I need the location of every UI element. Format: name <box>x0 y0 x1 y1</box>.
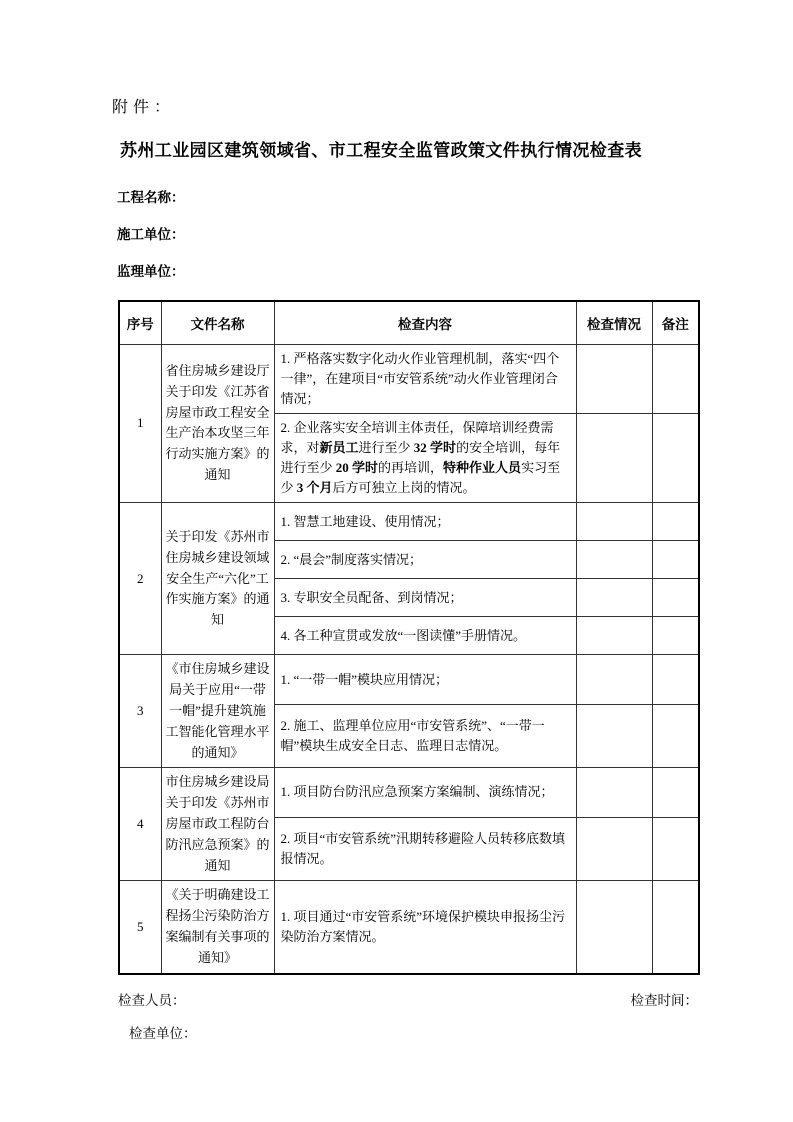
content-run: 的再培训， <box>378 460 444 476</box>
document-name-cell: 市住房城乡建设局关于印发《苏州市房屋市政工程防台防汛应急预案》的通知 <box>161 768 274 881</box>
remark-cell <box>652 579 699 617</box>
inspection-status-cell <box>576 579 652 617</box>
content-run: 的安全培训，每年进行至少 <box>280 440 561 476</box>
inspection-content-cell <box>274 413 576 503</box>
inspection-content-cell <box>274 617 576 655</box>
remark-cell <box>652 344 699 413</box>
inspection-status-cell <box>576 655 652 704</box>
content-run: 后方可独立上岗的情况。 <box>332 480 476 496</box>
content-run: 1. 项目防台防汛应急预案方案编制、演练情况； <box>280 784 554 800</box>
content-run: 4. 各工种宣贯或发放“一图读懂”手册情况。 <box>280 627 527 643</box>
content-run: 2. 项目“市安管系统”汛期转移避险人员转移底数填报情况。 <box>280 830 566 867</box>
table-row <box>119 655 699 704</box>
remark-cell <box>652 655 699 704</box>
content-run: 1. 严格落实数字化动火作业管理机制，落实“四个一律”，在建项目“市安管系统”动火作业管理闭合情况； <box>280 350 560 406</box>
remark-cell <box>652 413 699 503</box>
content-run: 3. 专职安全员配备、到岗情况； <box>280 589 463 605</box>
remark-cell <box>652 541 699 579</box>
row-number-cell: 1 <box>119 344 161 503</box>
inspection-status-cell <box>576 617 652 655</box>
inspection-time-label: 检查时间： <box>630 992 698 1008</box>
inspection-status-cell <box>576 344 652 413</box>
inspection-content-cell <box>274 344 576 413</box>
content-run: 实习至少 <box>280 460 561 496</box>
row-number-cell: 4 <box>119 768 161 881</box>
content-run-bold: 3 个月 <box>296 480 333 496</box>
attachment-label: 附件： <box>112 99 176 116</box>
inspection-content-cell <box>274 579 576 617</box>
inspection-status-cell <box>576 817 652 881</box>
remark-cell <box>652 768 699 817</box>
content-run: 1. “一带一帽”模块应用情况； <box>280 671 449 687</box>
inspection-content-cell <box>274 541 576 579</box>
remark-cell <box>652 817 699 881</box>
document-name-cell: 关于印发《苏州市住房城乡建设领域安全生产“六化”工作实施方案》的通知 <box>161 503 274 655</box>
table-row <box>119 881 699 974</box>
inspection-content-cell <box>274 768 576 817</box>
footer-row <box>118 992 698 1010</box>
document-name-cell: 《市住房城乡建设局关于应用“一带一帽”提升建筑施工智能化管理水平的通知》 <box>161 655 274 768</box>
page-title: 苏州工业园区建筑领域省、市工程安全监管政策文件执行情况检查表 <box>120 141 642 160</box>
project-name-label: 工程名称： <box>117 190 185 205</box>
header-row <box>119 301 699 344</box>
column-header: 检查内容 <box>274 301 576 344</box>
inspection-content-cell <box>274 655 576 704</box>
remark-cell <box>652 881 699 974</box>
table-row <box>119 768 699 817</box>
row-number-cell: 2 <box>119 503 161 655</box>
inspection-status-cell <box>576 503 652 541</box>
content-run: 2. “晨会”制度落实情况； <box>280 551 423 567</box>
inspection-status-cell <box>576 704 652 768</box>
column-header: 备注 <box>652 301 699 344</box>
content-run: 进行至少 <box>358 440 414 456</box>
inspection-unit-label: 检查单位： <box>129 1025 197 1041</box>
column-header: 检查情况 <box>576 301 652 344</box>
inspection-content-cell <box>274 817 576 881</box>
column-header: 文件名称 <box>161 301 274 344</box>
content-run-bold: 20 学时 <box>335 460 379 476</box>
inspection-status-cell <box>576 413 652 503</box>
remark-cell <box>652 704 699 768</box>
content-run-bold: 32 学时 <box>413 440 457 456</box>
inspector-label: 检查人员： <box>118 992 186 1008</box>
inspection-status-cell <box>576 541 652 579</box>
inspection-status-cell <box>576 768 652 817</box>
content-run-bold: 特种作业人员 <box>443 460 522 476</box>
inspection-content-cell <box>274 503 576 541</box>
inspection-content-cell <box>274 881 576 974</box>
inspection-status-cell <box>576 881 652 974</box>
inspection-table <box>118 300 700 975</box>
column-header: 序号 <box>119 301 161 344</box>
remark-cell <box>652 503 699 541</box>
row-number-cell: 3 <box>119 655 161 768</box>
table-row <box>119 503 699 541</box>
content-run: 1. 智慧工地建设、使用情况； <box>280 513 450 529</box>
content-run: 1. 项目通过“市安管系统”环境保护模块申报扬尘污染防治方案情况。 <box>280 908 566 945</box>
document-name-cell: 省住房城乡建设厅关于印发《江苏省房屋市政工程安全生产治本攻坚三年行动实施方案》的通知 <box>161 344 274 503</box>
content-run: 2. 企业落实安全培训主体责任，保障培训经费需求，对 <box>280 419 554 456</box>
remark-cell <box>652 617 699 655</box>
content-run-bold: 新员工 <box>319 440 359 456</box>
content-run: 2. 施工、监理单位应用“市安管系统”、“一带一帽”模块生成安全日志、监理日志情况。 <box>280 717 545 754</box>
row-number-cell: 5 <box>119 881 161 974</box>
construction-unit-label: 施工单位： <box>117 227 185 242</box>
document-name-cell: 《关于明确建设工程扬尘污染防治方案编制有关事项的通知》 <box>161 881 274 974</box>
supervision-unit-label: 监理单位： <box>117 264 185 279</box>
inspection-content-cell <box>274 704 576 768</box>
table-row <box>119 344 699 413</box>
